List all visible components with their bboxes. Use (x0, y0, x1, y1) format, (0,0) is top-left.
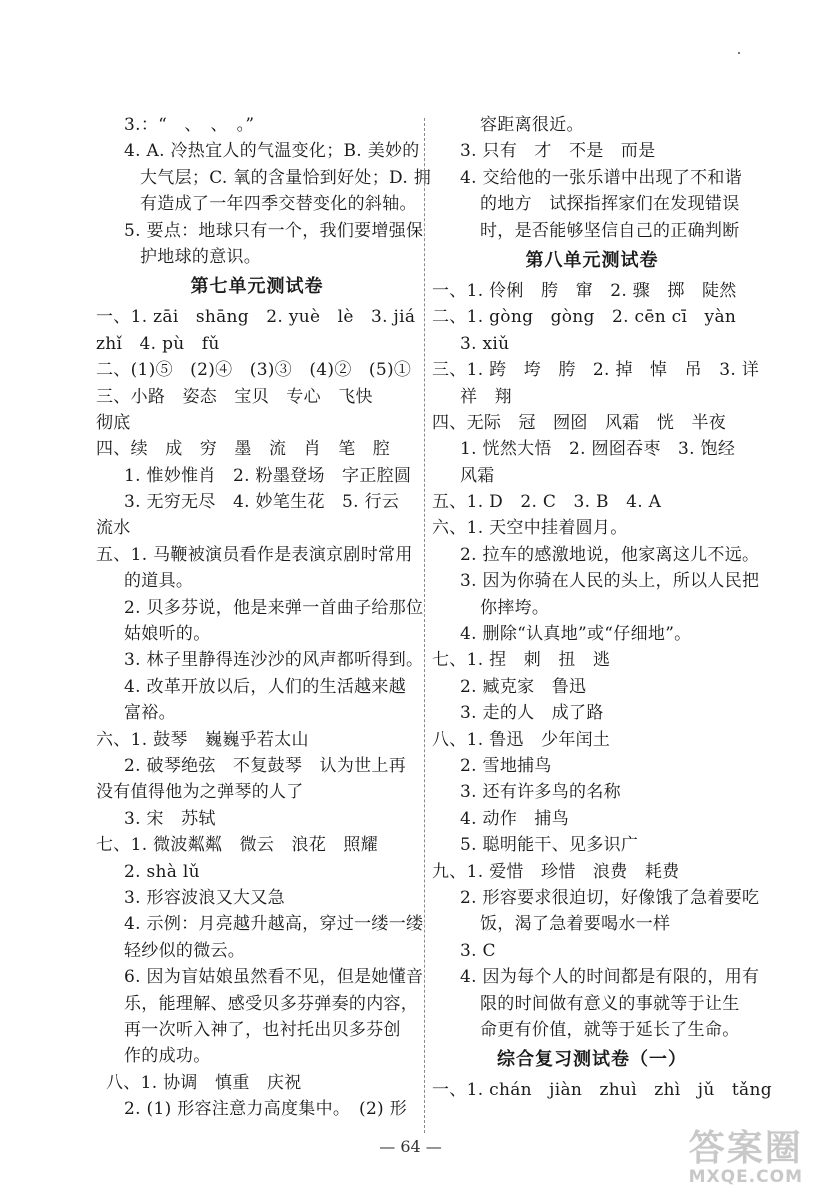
answer-line: 1. 恍然大悟 2. 囫囵吞枣 3. 饱经 (460, 439, 736, 460)
answer-line: 4. 改革开放以后，人们的生活越来越 (124, 676, 407, 697)
answer-line: 三、小路 姿态 宝贝 专心 飞快 (96, 386, 373, 407)
answer-line: 乐，能理解、感受贝多芬弹奏的内容， (124, 993, 419, 1014)
answer-line: 5. 要点：地球只有一个，我们要增强保 (124, 220, 424, 241)
answer-line: 六、1. 鼓琴 巍巍乎若太山 (96, 729, 309, 750)
speck-mark (738, 52, 740, 54)
answer-line: 2. 拉车的感激地说，他家离这儿不远。 (460, 544, 760, 565)
answer-line: 一、1. 伶俐 胯 窜 2. 骤 掷 陡然 (432, 280, 737, 301)
answer-line: 一、1. chán jiàn zhuì zhì jǔ tǎng (432, 1080, 772, 1101)
answer-line: 6. 因为盲姑娘虽然看不见，但是她懂音 (124, 967, 424, 988)
answer-line: 六、1. 天空中挂着圆月。 (432, 518, 628, 539)
answer-line: 1. 惟妙惟肖 2. 粉墨登场 字正腔圆 (124, 465, 412, 486)
answer-line: 二、(1)⑤ (2)④ (3)③ (4)② (5)① (96, 360, 412, 381)
answer-line: 二、1. gòng gòng 2. cēn cī yàn (432, 307, 737, 328)
answer-line: 彻底 (96, 412, 131, 433)
answer-line: 2. 形容要求很迫切，好像饿了急着要吃 (460, 887, 760, 908)
answer-line: 2. 贝多芬说，他是来弹一首曲子给那位 (124, 597, 424, 618)
answer-line: 作的成功。 (124, 1046, 211, 1067)
answer-line: 4. 示例：月亮越升越高，穿过一缕一缕 (124, 914, 424, 935)
section-title: 第八单元测试卷 (525, 249, 659, 271)
answer-line: 五、1. D 2. C 3. B 4. A (432, 492, 662, 513)
answer-line: 3. 宋 苏轼 (124, 808, 216, 829)
answer-line: 4. 动作 捕鸟 (460, 808, 570, 829)
section-title: 综合复习测试卷（一） (497, 1049, 687, 1071)
answer-line: 没有值得他为之弹琴的人了 (96, 782, 304, 803)
watermark-sub-text: MXQE.COM (688, 1167, 803, 1187)
answer-line: 流水 (96, 518, 131, 539)
answer-line: 3. 还有许多鸟的名称 (460, 782, 621, 803)
answer-line: 一、1. zāi shāng 2. yuè lè 3. jiá (96, 307, 416, 328)
answer-line: 祥 翔 (460, 386, 512, 407)
answer-line: 限的时间做有意义的事就等于让生 (480, 993, 740, 1014)
answer-line: 有造成了一年四季交替变化的斜轴。 (140, 194, 417, 215)
answer-line: 4. 因为每个人的时间都是有限的，用有 (460, 967, 760, 988)
answer-line: 3. 只有 才 不是 而是 (460, 141, 656, 162)
answer-line: 5. 聪明能干、见多识广 (460, 835, 639, 856)
answer-line: 2. 破琴绝弦 不复鼓琴 认为世上再 (124, 755, 407, 776)
answer-line: 的地方 试探指挥家们在发现错误 (480, 194, 740, 215)
answer-line: 再一次听入神了，也衬托出贝多芬创 (124, 1019, 401, 1040)
answer-line: 姑娘听的。 (124, 624, 211, 645)
answer-line: 3. 走的人 成了路 (460, 703, 604, 724)
answer-line: 3. 形容波浪又大又急 (124, 887, 285, 908)
left-column (96, 112, 432, 1122)
answer-line: 时，是否能够坚信自己的正确判断 (480, 220, 740, 241)
answer-line: 风霜 (460, 465, 495, 486)
answer-line: zhǐ 4. pù fǔ (96, 333, 220, 354)
answer-line: 四、续 成 穷 墨 流 肖 笔 腔 (96, 439, 391, 460)
answer-line: 七、1. 捏 刺 扭 逃 (432, 650, 611, 671)
answer-line: 护地球的意识。 (140, 246, 262, 267)
answer-line: 3. 无穷无尽 4. 妙笔生花 5. 行云 (124, 492, 400, 513)
answer-line: 2. shà lǔ (124, 861, 200, 882)
answer-line: 饭，渴了急着要喝水一样 (480, 914, 671, 935)
answer-line: 轻纱似的微云。 (124, 940, 246, 961)
watermark-main-text: 答案圈 (688, 1128, 803, 1169)
answer-line: 3.：“ 、 、 。” (124, 115, 255, 135)
answer-line: 富裕。 (124, 703, 176, 724)
answer-line: 3. xiǔ (460, 333, 510, 354)
answer-line: 大气层；C. 氧的含量恰到好处；D. 拥 (140, 167, 432, 188)
answer-line: 的道具。 (124, 571, 194, 592)
answer-line: 命更有价值，就等于延长了生命。 (480, 1019, 740, 1040)
answer-line: 九、1. 爱惜 珍惜 浪费 耗费 (432, 861, 680, 882)
answer-line: 3. 林子里静得连沙沙的风声都听得到。 (124, 650, 424, 671)
answer-line: 2. (1) 形容注意力高度集中。 (2) 形 (124, 1099, 407, 1120)
section-title: 第七单元测试卷 (190, 276, 324, 298)
answer-line: 4. A. 冷热宜人的气温变化；B. 美妙的 (124, 141, 420, 162)
answer-line: 4. 交给他的一张乐谱中出现了不和谐 (460, 167, 743, 188)
answer-line: 4. 删除“认真地”或“仔细地”。 (460, 624, 692, 645)
answer-line: 3. C (460, 940, 496, 961)
answer-line: 2. 雪地捕鸟 (460, 755, 552, 776)
answer-line: 你摔垮。 (480, 597, 550, 618)
answer-line: 容距离很近。 (480, 115, 584, 135)
right-column (432, 112, 772, 1104)
answer-line: 四、无际 冠 囫囵 风霜 恍 半夜 (432, 412, 727, 433)
answer-line: 三、1. 跨 垮 胯 2. 掉 悼 吊 3. 详 (432, 360, 760, 381)
answer-line: 3. 因为你骑在人民的头上，所以人民把 (460, 571, 760, 592)
answer-line: 七、1. 微波粼粼 微云 浪花 照耀 (96, 835, 379, 856)
answer-line: 2. 臧克家 鲁迅 (460, 676, 587, 697)
answer-line: 五、1. 马鞭被演员看作是表演京剧时常用 (96, 544, 413, 565)
column-divider (424, 118, 425, 1133)
answer-line: 八、1. 协调 慎重 庆祝 (106, 1072, 302, 1093)
watermark-logo (689, 1130, 803, 1186)
page-number: — 64 — (379, 1137, 442, 1156)
answer-line: 八、1. 鲁迅 少年闰土 (432, 729, 611, 750)
